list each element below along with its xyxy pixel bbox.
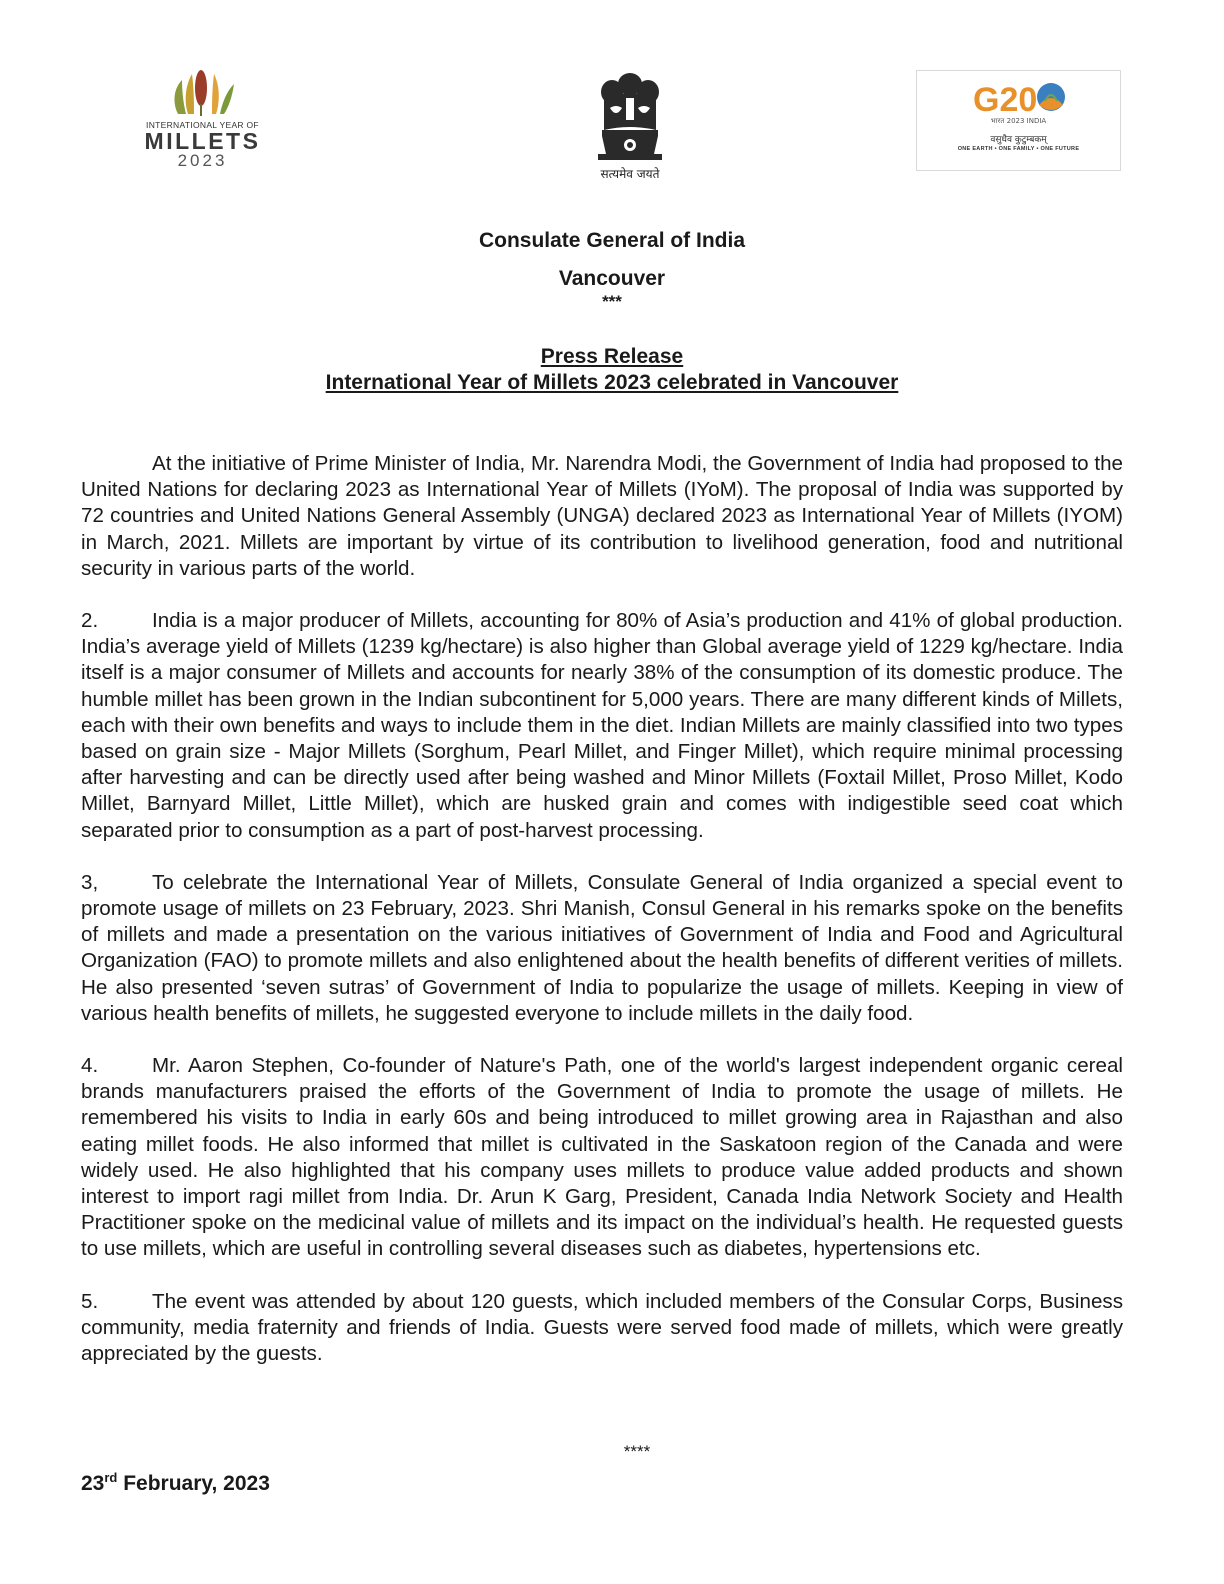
national-emblem	[590, 68, 670, 186]
paragraph-text: The event was attended by about 120 guests, which included members of the Consular Corps, Business community, media fraternity and friends of India. Guests were served food made of millets, which were greatly appreciated by the guests.	[81, 1289, 1123, 1366]
paragraph-1	[81, 451, 1123, 582]
g20-subtitle: भारत 2023 INDIA	[990, 117, 1047, 125]
date-suffix: rd	[104, 1470, 118, 1485]
paragraph-text: Mr. Aaron Stephen, Co-founder of Nature's Path, one of the world's largest independent organic cereal brands manufacturers praised the efforts of the Government of India to promote the usage of millets. He remembered his visits to India in early 60s and being introduced to millet growing area in Rajasthan and also eating millet foods. He also informed that millet is cultivated in the Saskatoon region of the Canada and were widely used. He also highlighted that his company uses millets to produce value added products and shown interest to import ragi millet from India. Dr. Arun K Garg, President, Canada India Network Society and Health Practitioner spoke on the medicinal value of millets and its impact on the individual’s health. He requested guests to use millets, which are useful in controlling several diseases such as diabetes, hypertensions etc.	[81, 1054, 1123, 1261]
paragraph-number: 4.	[81, 1054, 99, 1078]
g20-hindi-motto: वसुधैव कुटुम्बकम्	[990, 135, 1047, 145]
g20-tagline: ONE EARTH • ONE FAMILY • ONE FUTURE	[957, 146, 1080, 152]
paragraph-5	[81, 1289, 1123, 1368]
organization-city: Vancouver	[558, 267, 666, 290]
header-separator: ***	[602, 292, 622, 311]
paragraph-text: India is a major producer of Millets, accounting for 80% of Asia’s production and 41% of global production. India’s average yield of Millets (1239 kg/hectare) is also higher than Global average yield of 1229 kg/hectare. India itself is a major consumer of Millets and accounts for nearly 38% of the consumption of its domestic produce. The humble millet has been grown in the Indian subcontinent for 5,000 years. There are many different kinds of Millets, each with their own benefits and ways to include them in the diet. Indian Millets are mainly classified into two types based on grain size - Major Millets (Sorghum, Pearl Millet, and Finger Millet), which require minimal processing after harvesting and can be directly used after being washed and Minor Millets (Foxtail Millet, Proso Millet, Kodo Millet, Barnyard Millet, Little Millet), which are husked grain and comes with indigestible seed coat which separated prior to consumption as a part of post-harvest processing.	[81, 609, 1123, 842]
paragraph-number: 2.	[81, 609, 99, 633]
g20-logo	[916, 70, 1121, 171]
g20-lotus-globe-icon	[969, 79, 1069, 117]
date-day: 23	[81, 1472, 105, 1495]
paragraph-number: 5.	[81, 1289, 99, 1313]
paragraph-2	[81, 608, 1123, 844]
press-release-label: Press Release	[540, 345, 684, 368]
millets-logo-year: 2023	[177, 151, 228, 170]
paragraph-3	[81, 870, 1123, 1027]
release-date	[81, 1470, 270, 1496]
millets-logo-line2: MILLETS	[144, 128, 261, 154]
paragraph-text: To celebrate the International Year of Millets, Consulate General of India organized a special event to promote usage of millets on 23 February, 2023. Shri Manish, Consul General in his remarks spoke on the benefits of millets and made a presentation on the various initiatives of Government of India and Food and Agricultural Organization (FAO) to promote millets and also enlightened about the health benefits of different verities of millets. He also presented ‘seven sutras’ of Government of India to popularize the usage of millets. Keeping in view of various health benefits of millets, he suggested everyone to include millets in the daily food.	[81, 870, 1123, 1025]
millets-logo-line1: INTERNATIONAL YEAR OF	[146, 120, 259, 130]
press-release-body	[81, 451, 1123, 1393]
paragraph-text: At the initiative of Prime Minister of India, Mr. Narendra Modi, the Government of India had proposed to the United Nations for declaring 2023 as International Year of Millets (IYoM). The proposal of India was supported by 72 countries and United Nations General Assembly (UNGA) declared 2023 as International Year of Millets (IYOM) in March, 2021. Millets are important by virtue of its contribution to livelihood generation, food and nutritional security in various parts of the world.	[81, 452, 1123, 580]
millets-logo	[140, 66, 265, 176]
g20-mark-text: G20	[972, 81, 1037, 117]
press-release-title: International Year of Millets 2023 celebrated in Vancouver	[325, 371, 899, 394]
millet-grains-icon	[168, 66, 238, 118]
date-rest: February, 2023	[117, 1472, 270, 1495]
end-separator: ****	[623, 1442, 651, 1461]
paragraph-number: 3,	[81, 870, 99, 894]
organization-name: Consulate General of India	[478, 229, 746, 252]
paragraph-4	[81, 1053, 1123, 1263]
emblem-motto: सत्यमेव जयते	[600, 167, 660, 181]
lion-capital-emblem-icon	[596, 68, 664, 164]
